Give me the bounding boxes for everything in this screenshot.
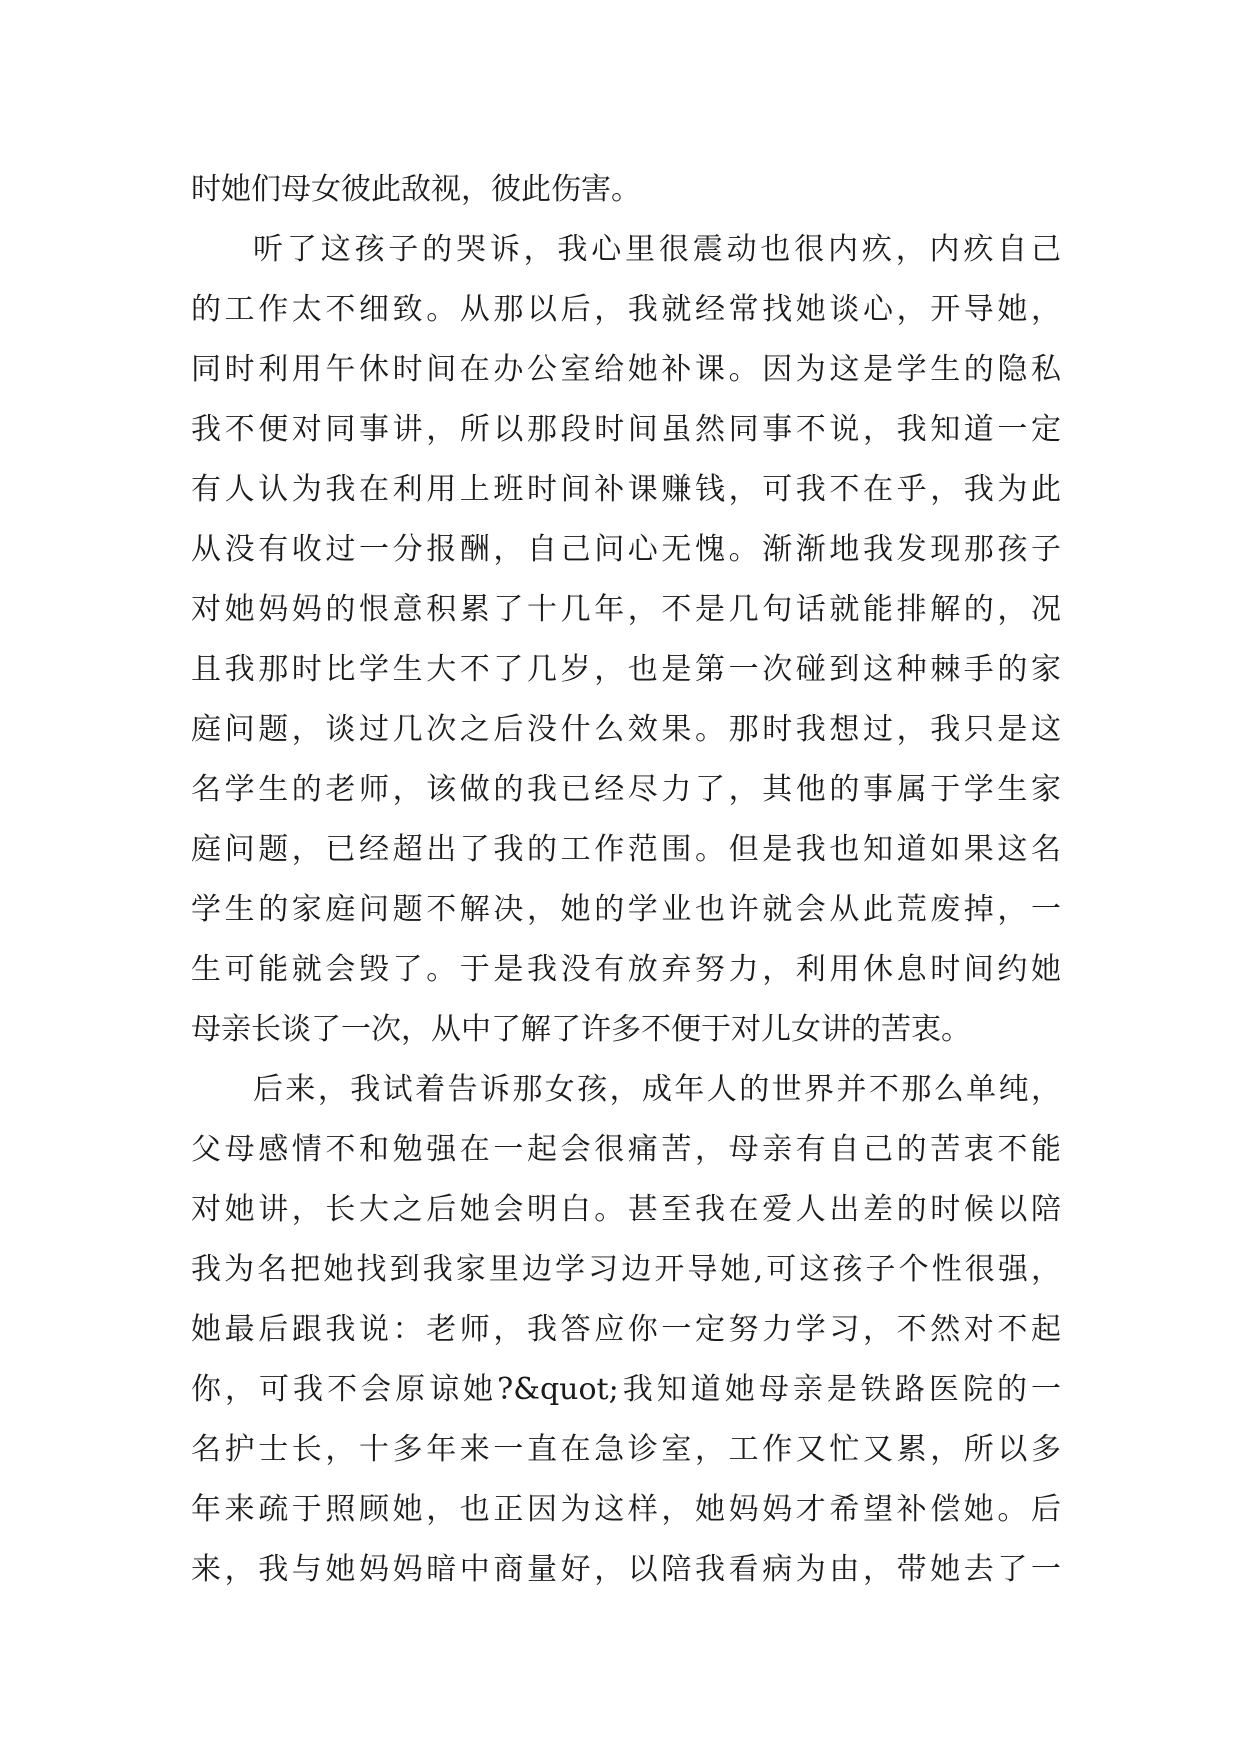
text-line-15: 母亲长谈了一次，从中了解了许多不便于对儿女讲的苦衷。 bbox=[191, 1012, 971, 1047]
text-line-1: 时她们母女彼此敌视，彼此伤害。 bbox=[191, 172, 641, 207]
text-line-7: 从没有收过一分报酬，自己问心无愧。渐渐地我发现那孩子 bbox=[191, 532, 1061, 567]
text-line-10: 庭问题，谈过几次之后没什么效果。那时我想过，我只是这 bbox=[191, 712, 1061, 747]
text-line-13: 学生的家庭问题不解决，她的学业也许就会从此荒废掉，一 bbox=[191, 892, 1061, 927]
text-line-9: 且我那时比学生大不了几岁，也是第一次碰到这种棘手的家 bbox=[191, 652, 1061, 687]
text-line-4: 同时利用午休时间在办公室给她补课。因为这是学生的隐私 bbox=[191, 352, 1061, 387]
text-line-18: 对她讲，长大之后她会明白。甚至我在爱人出差的时候以陪 bbox=[191, 1192, 1061, 1227]
text-line-3: 的工作太不细致。从那以后，我就经常找她谈心，开导她， bbox=[191, 292, 1061, 327]
text-line-16: 后来，我试着告诉那女孩，成年人的世界并不那么单纯， bbox=[253, 1072, 1061, 1107]
text-line-5: 我不便对同事讲，所以那段时间虽然同事不说，我知道一定 bbox=[191, 412, 1061, 447]
text-line-17: 父母感情不和勉强在一起会很痛苦，母亲有自己的苦衷不能 bbox=[191, 1132, 1061, 1167]
body-text bbox=[191, 160, 1061, 1600]
text-line-23: 年来疏于照顾她，也正因为这样，她妈妈才希望补偿她。后 bbox=[191, 1492, 1061, 1527]
text-line-6: 有人认为我在利用上班时间补课赚钱，可我不在乎，我为此 bbox=[191, 472, 1061, 507]
text-line-12: 庭问题，已经超出了我的工作范围。但是我也知道如果这名 bbox=[191, 832, 1061, 867]
text-line-8: 对她妈妈的恨意积累了十几年，不是几句话就能排解的，况 bbox=[191, 592, 1061, 627]
text-line-14: 生可能就会毁了。于是我没有放弃努力，利用休息时间约她 bbox=[191, 952, 1061, 987]
text-line-22: 名护士长，十多年来一直在急诊室，工作又忙又累，所以多 bbox=[191, 1432, 1061, 1467]
text-line-24: 来，我与她妈妈暗中商量好，以陪我看病为由，带她去了一 bbox=[191, 1552, 1061, 1587]
text-line-11: 名学生的老师，该做的我已经尽力了，其他的事属于学生家 bbox=[191, 772, 1061, 807]
text-line-2: 听了这孩子的哭诉，我心里很震动也很内疚，内疚自己 bbox=[253, 232, 1061, 267]
text-line-20: 她最后跟我说：老师，我答应你一定努力学习，不然对不起 bbox=[191, 1312, 1061, 1347]
text-line-19: 我为名把她找到我家里边学习边开导她,可这孩子个性很强， bbox=[191, 1252, 1061, 1287]
text-line-21: 你，可我不会原谅她?&quot;我知道她母亲是铁路医院的一 bbox=[191, 1372, 1061, 1407]
